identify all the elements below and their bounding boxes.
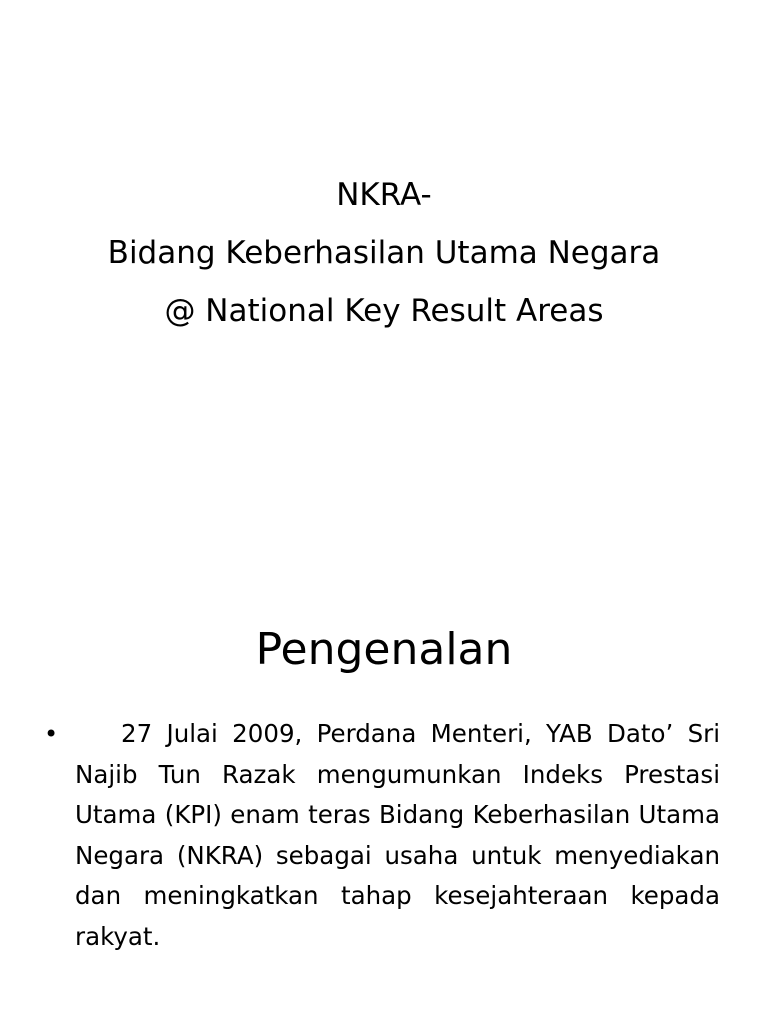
bullet-text: 27 Julai 2009, Perdana Menteri, YAB Dato’ Sri Najib Tun Razak mengumunkan Indeks Prestasi Utama (KPI) enam teras Bidang Keberhasilan Utama Negara (NKRA) sebagai usaha untuk menyediakan dan meningkatkan tahap kesejahteraan kepada rakyat. (75, 719, 720, 951)
slide-title (0, 166, 768, 340)
section-heading: Pengenalan (255, 624, 513, 675)
title-line-nkra: NKRA- (336, 177, 432, 213)
title-line-english: @ National Key Result Areas (164, 293, 604, 329)
introduction-slide (0, 512, 768, 1024)
title-line-malay: Bidang Keberhasilan Utama Negara (107, 235, 661, 271)
bullet-item (44, 714, 720, 957)
bullet-icon: • (44, 720, 59, 748)
